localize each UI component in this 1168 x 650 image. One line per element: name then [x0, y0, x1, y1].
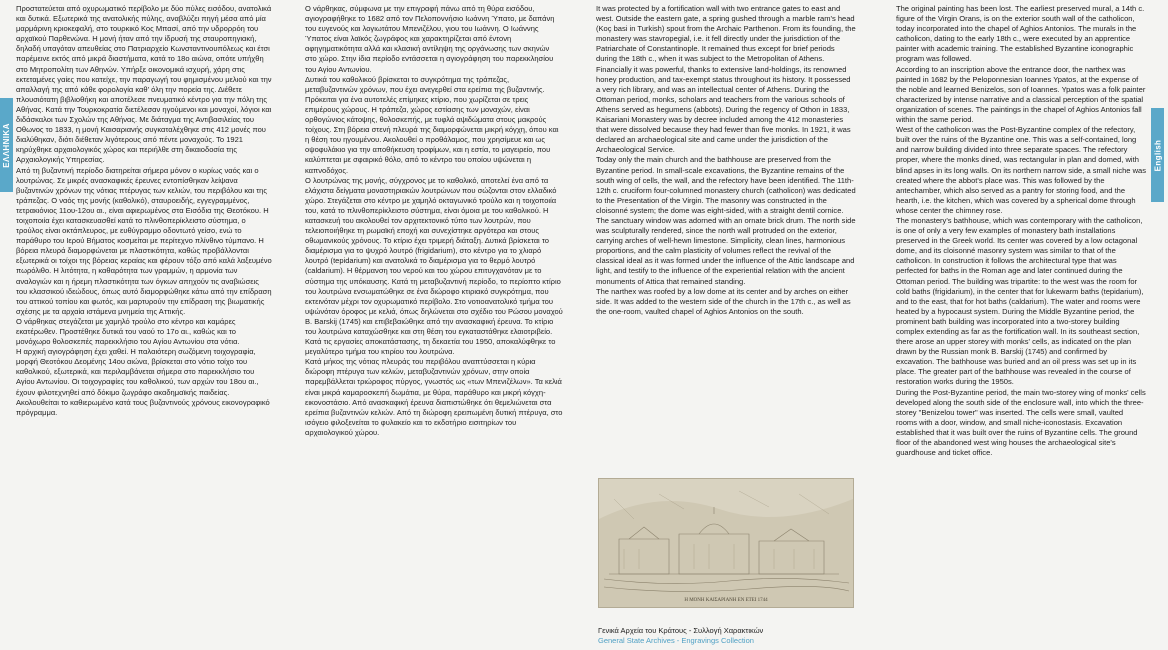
paragraph: During the Post-Byzantine period, the main two-storey wing of monks' cells developed along the south side of the enclosure wall, into which the three-storey "Benizelou tower" was inserted. The cells were small, vaulted rooms with a door, window, and small niche-iconostasis. Excavation established that it was built over the ruins of Byzantine cells. The ground floor of the abandoned west wing houses the archaeological site's guardhouse and ticket office. — [896, 387, 1146, 458]
paragraph: Η αρχική αγιογράφηση έχει χαθεί. Η παλαιότερη σωζόμενη τοιχογραφία, μορφή Θεοτόκου Δεομένης 14ου αιώνα, βρίσκεται στο νότιο τοίχο του καθολικού, εξωτερικά, και περιλαμβάνεται σήμερα στο παρεκκλήσιο του Αγίου Αντωνίου. Οι τοιχογραφίες του καθολικού, των αρχών του 18ου αι., έχουν φιλοτεχνηθεί από δόκιμο ζωγράφο ακαδημαϊκής παιδείας. Ακολουθείται το καθιερωμένο κατά τους βυζαντινούς χρόνους εικονογραφικό πρόγραμμα. — [16, 347, 270, 417]
engraving-inscription: Η ΜΟΝΗ ΚΑΙΣΑΡΙΑΝΗ ΕΝ ΕΤΕΙ 1744 — [684, 598, 768, 603]
monastery-engraving-image — [598, 478, 854, 608]
paragraph: Today only the main church and the bathhouse are preserved from the Byzantine period. In small-scale excavations, the Byzantine remains of the south wing of cells, the wall, and the refectory have been identified. The 11th-12th c. cruciform four-columned monastery church (catholicon) was dedicated to the Presentation of the Virgin. The masonry was constructed in the cloisonné system; the dome was eight-sided, with a straight dentil cornice. The sanctuary window was adorned with an ornate brick drum. The north side was sculpturally rendered, since the north wall protruded on the exterior, carrying arches of well-hewn limestone. Simplicity, clean lines, harmonious proportions, and the calm plasticity of volumes reflect the revival of the classical ideal as it was formed under the influence of the Attic landscape and light, and testify to the influence of the experiential relation with the ancient monuments of Attica that remained standing. — [596, 155, 856, 286]
paragraph: The monastery's bathhouse, which was contemporary with the catholicon, is one of only a very few examples of monastery bath installations preserved in the Greek world. Its center was covered by a low octagonal dome, and its cloisonné masonry system was similar to that of the catholicon. In construction it follows the architectural type that was perfected for baths in the Roman age and later continued during the Ottoman period. The building was tripartite: to the west was the room for cold baths (frigidarium), in the center that for lukewarm baths (tepidarium), and to the east, that for hot baths (caldarium). The water and rooms were heated by a hypocaust system. During the Middle Byzantine period, the prominent bath building was incorporated into a two-storey building complex extending as far as the fortification wall. In its southeast section, there arose an upper storey with monks' cells, as indicated on the plan drawn by the Russian monk B. Barskij (1745) and confirmed by excavation. The bathhouse was buried and an oil press was set up in its place. The greater part of the bathhouse was revealed in the course of restoration works during the 1950s. — [896, 215, 1144, 387]
paragraph: The narthex was roofed by a low dome at its center and by arches on either side. It was added to the western side of the church in the 17th c., as well as the one-room, vaulted chapel of Aghios Antonios on the south. — [596, 286, 851, 316]
english-tab-label: English — [1153, 139, 1163, 171]
paragraph: Προστατεύεται από οχυρωματικό περίβολο με δύο πύλες εισόδου, ανατολικά και δυτικά. Εξωτερικά της ανατολικής πύλης, αναβλύζει πηγή μέσα από μία μαρμάρινη κριοκεφαλή, στο τουρκικό Κος Μπασί, από την υδρορρόη του αρχαϊκού Παρθενώνα. Η μονή ήταν από την ίδρυσή της σταυροπηγιακή, δηλαδή υπαγόταν απευθείας στο Πατριαρχείο Κωνσταντινουπόλεως και έτσι παρέμεινε εκτός από μικρά διαστήματα, κατά το 18ο αιώνα, οπότε υπήχθη στο Μητροπολίτη των Αθηνών. Υπήρξε οικονομικά ισχυρή, χάρη στις εκτεταμένες γαίες που κατείχε, την παραγωγή του φημισμένου μελιού και την απαλλαγή της από κάθε φορολογία καθ' όλη την πορεία της. Διέθετε πλουσιότατη βιβλιοθήκη και αποτέλεσε πνευματικό κέντρο για την πόλη της Αθήνας. Κατά την Τουρκοκρατία διετέλεσαν ηγούμενοι και μοναχοί, λόγιοι και διδάσκαλοι των Σχολών της Αθήνας. Με διάταγμα της Αντιβασιλείας του Οθωνος το 1833, η μονή Καισαριανής συγκαταλέχθηκε στις 412 μονές που διαλύθηκαν, διότι διέθεταν λιγότερους από πέντε μοναχούς. Το 1921 κηρύχθηκε αρχαιολογικός χώρος και περιήλθε στη δικαιοδοσία της Αρχαιολογικής Υπηρεσίας. — [16, 4, 272, 165]
greek-tab-label: ΕΛΛΗΝΙΚΑ — [2, 122, 12, 168]
paragraph: Ο νάρθηκας, σύμφωνα με την επιγραφή πάνω από τη θύρα εισόδου, αγιογραφήθηκε το 1682 από τον Πελοποννήσιο Ιωάννη Ύπατο, με δαπάνη του ευγενούς και λογιωτάτου Μπενιζέλου, γιου του Ιωάννη. Ο Ιωάννης Ύπατος είναι λαϊκός ζωγράφος και χαρακτηρίζεται από έντονη αφηγηματικότητα αλλά και κλασική αντίληψη της οργάνωσης των σκηνών στο χώρο. Στην ίδια περίοδο εντάσσεται η αγιογράφηση του παρεκκλησίου του Αγίου Αντωνίου. — [305, 4, 555, 74]
paragraph: Δυτικά του καθολικού βρίσκεται το συγκρότημα της τράπεζας, μεταβυζαντινών χρόνων, που έχει ανεγερθεί στα ερείπια της βυζαντινής. Πρόκειται για ένα αυτοτελές επίμηκες κτίριο, που χωρίζεται σε τρεις επιμέρους χώρους. Η τράπεζα, χώρος εστίασης των μοναχών, είναι ορθογώνιος κάτοψης, θολοσκεπής, με τυφλά αψιδώματα στους μακρούς τοίχους. Στη βόρεια στενή πλευρά της διαμορφώνεται μικρή κόγχη, όπου και η θέση του ηγουμένου. Ακολουθεί ο προθάλαμος, που χρησίμευε και ως οψοφυλάκιο για την αποθήκευση τροφίμων, και η εστία, το μαγειρείο, που καλύπτεται με σφαιρικό θόλο, από το κέντρο του οποίου υψώνεται η καπνοδόχος. — [305, 74, 559, 175]
paragraph: West of the catholicon was the Post-Byzantine complex of the refectory, built over the ruins of the Byzantine one. This was a self-contained, long and narrow building divided into three separate spaces. The refectory proper, where the monks dined, was rectangular in plan and domed, with blind apses in its long walls. On its northern narrow side, a small niche was created where the abbot's place was. This was followed by the antechamber, which also served as a pantry for storing food, and the hearth, i.e. the kitchen, which was covered by a spherical dome through whose center the chimney rose. — [896, 125, 1146, 215]
greek-text-column-1 — [16, 4, 272, 646]
paragraph: Ο λουτρώνας της μονής, σύγχρονος με το καθολικό, αποτελεί ένα από τα ελάχιστα δείγματα μοναστηριακών λουτρώνων που σώζονται στον ελλαδικό χώρο. Στεγάζεται στο κέντρο με χαμηλό οκταγωνικό τρούλο και η τοιχοποιία του, κατά το πλινθοπερίκλειστο σύστημα, είναι όμοια με του καθολικού. Η κατασκευή του ακολουθεί τον αρχιτεκτονικό τύπο των λουτρών, που τελειοποιήθηκε τη ρωμαϊκή εποχή και συνεχίστηκε αργότερα και στους οθωμανικούς χρόνους. Το κτίριο έχει τριμερή διάταξη. Δυτικά βρίσκεται το διαμέρισμα για το ψυχρό λουτρό (frigidarium), στο κέντρο για το χλιαρό λουτρό (tepidarium) και ανατολικά το διαμέρισμα για το θερμό λουτρό (caldarium). Η θέρμανση του νερού και του χώρου επιτυγχανόταν με το σύστημα της υπόκαυσης. Κατά τη μεταβυζαντινή περίοδο, το περίοπτο κτίριο του λουτρώνα ενσωματώθηκε σε ένα διώροφο κτιριακό συγκρότημα, που εκτεινόταν μέχρι τον οχυρωματικό περίβολο. Στο νοτιοανατολικό τμήμα του υψώνόταν όροφος με κελιά, όπως δηλώνεται στο σχέδιο του Ρώσου μοναχού B. Barskij (1745) και επιβεβαιώθηκε από την ανασκαφική έρευνα. Το κτίριο του λουτρώνα καταχώσθηκε και στη θέση του εγκαταστάθηκε ελαιοτριβείο. Κατά τις εργασίες αποκατάστασης, τη δεκαετία του 1950, αποκαλύφθηκε το μεγαλύτερο τμήμα του κτιρίου του λουτρώνα. — [305, 175, 563, 357]
paragraph: According to an inscription above the entrance door, the narthex was painted in 1682 by the Peloponnesian Ioannes Ypatos, at the expense of the noble and learned Benizelos, son of Ioannes. Ypatos was a folk painter characterized by intense narrative and a classical perception of the spatial organization of scenes. The paintings in the chapel of Aghios Antonios fall within the same period. — [896, 64, 1146, 125]
figure-caption-greek: Γενικά Αρχεία του Κράτους - Συλλογή Χαρακτικών — [598, 626, 764, 635]
paragraph: Από τη βυζαντινή περίοδο διατηρείται σήμερα μόνον ο κυρίως ναός και ο λουτρώνας. Σε μικρές ανασκαφικές έρευνες εντοπίσθηκαν λείψανα βυζαντινών χρόνων της νότιας πτέρυγας των κελιών, του περιβόλου και της τράπεζας. Ο ναός της μονής (καθολικό), σταυροειδής, εγγεγραμμένος, τετρακιόνιος 11ου-12ου αι., είναι αφιερωμένος στα Εισόδια της Θεοτόκου. Η τοιχοποιία έχει κατασκευασθεί κατά το πλινθοπερίκλειστο σύστημα, ο τρούλος είναι οκτάπλευρος, με ευθύγραμμο οδοντωτό γείσο, ενώ το παράθυρο του Ιερού Βήματος κοσμείται με περίτεχνο πλίνθινο τύμπανο. Η βόρεια πλευρά διαμορφώνεται με πλαστικότητα, καθώς προβάλλονται εξωτερικά οι τοίχοι της βόρειας κεραίας και φέρουν τόξο από καλά λαξευμένο πωρόλιθο. Η λιτότητα, η καθαρότητα των γραμμών, η αρμονία των αναλογιών και η ήρεμη πλαστικότητα των όγκων απηχούν τις αναβιώσεις του κλασσικού ιδεώδους, όπως αυτό διαμορφώθηκε κάτω από την επίδραση του αττικού τοπίου και φωτός, και μαρτυρούν την επίδραση της βιωματικής σχέσης με τα αρχαία ιστάμενα μνημεία της Αττικής. — [16, 165, 272, 316]
greek-language-tab[interactable] — [0, 98, 13, 192]
engraving-drawing — [599, 479, 853, 607]
english-text-column-2 — [896, 4, 1146, 650]
figure-caption-english: General State Archives - Engravings Collection — [598, 636, 754, 645]
english-language-tab[interactable] — [1151, 108, 1164, 202]
english-text-column-1 — [596, 4, 856, 474]
paragraph: Κατά μήκος της νότιας πλευράς του περιβόλου αναπτύσσεται η κύρια διώροφη πτέρυγα των κελιών, μεταβυζαντινών χρόνων, στην οποία παρεμβάλλεται τριώροφος πύργος, γνωστός ως «των Μπενιζέλων». Τα κελιά είναι μικρά καμαροσκεπή δωμάτια, με θύρα, παράθυρο και μικρή κόγχη-εικονοστάσιο. Από ανασκαφική έρευνα διαπιστώθηκε ότι θεμελιώνεται στα ερείπια βυζαντινών κελιών. Από τη διώροφη ερειπωμένη δυτική πτέρυγα, στο ισόγειο φιλοξενείται το φυλακείο και το εκδοτήριο εισιτηρίων του αρχαιολογικού χώρου. — [305, 357, 563, 437]
paragraph: It was protected by a fortification wall with two entrance gates to east and west. Outside the eastern gate, a spring gushed through a marble ram's head (Koç basi in Turkish) spout from the Archaic Parthenon. From its founding, the monastery was stavropegial, i.e. it fell directly under the jurisdiction of the Patriarchate of Constantinople. It remained thus except for brief periods during the 18th c., when it was subject to the Metropolitan of Athens. Financially it was powerful, thanks to extensive land-holdings, its renowned honey production, and tax-exempt status throughout its history. It possessed a very rich library, and was an intellectual center of Athens. During the Ottoman period, monks, scholars and teachers from the various schools of Athens served as hegumens (abbots). During the regency of Othon in 1833, Kaisariani Monastery was by decree included among the 412 monasteries that were dissolved because they had fewer than five monks. In 1921, it was declared an archaeological site and came under the jurisdiction of the Archaeological Service. — [596, 4, 856, 155]
paragraph: Ο νάρθηκας στεγάζεται με χαμηλό τρούλο στο κέντρο και καμάρες εκατέρωθεν. Προστέθηκε δυτικά του ναού το 17ο αι., καθώς και το μονόχωρο θολοσκεπές παρεκκλήσιο του Αγίου Αντωνίου στα νότια. — [16, 316, 240, 347]
paragraph: The original painting has been lost. The earliest preserved mural, a 14th c. figure of the Virgin Orans, is on the exterior south wall of the catholicon, today incorporated into the chapel of Aghios Antonios. The murals in the catholicon, dating to the early 18th c., were executed by an apprentice painter with academic training. The established Byzantine iconographic program was followed. — [896, 4, 1145, 64]
greek-text-column-2 — [305, 4, 563, 646]
